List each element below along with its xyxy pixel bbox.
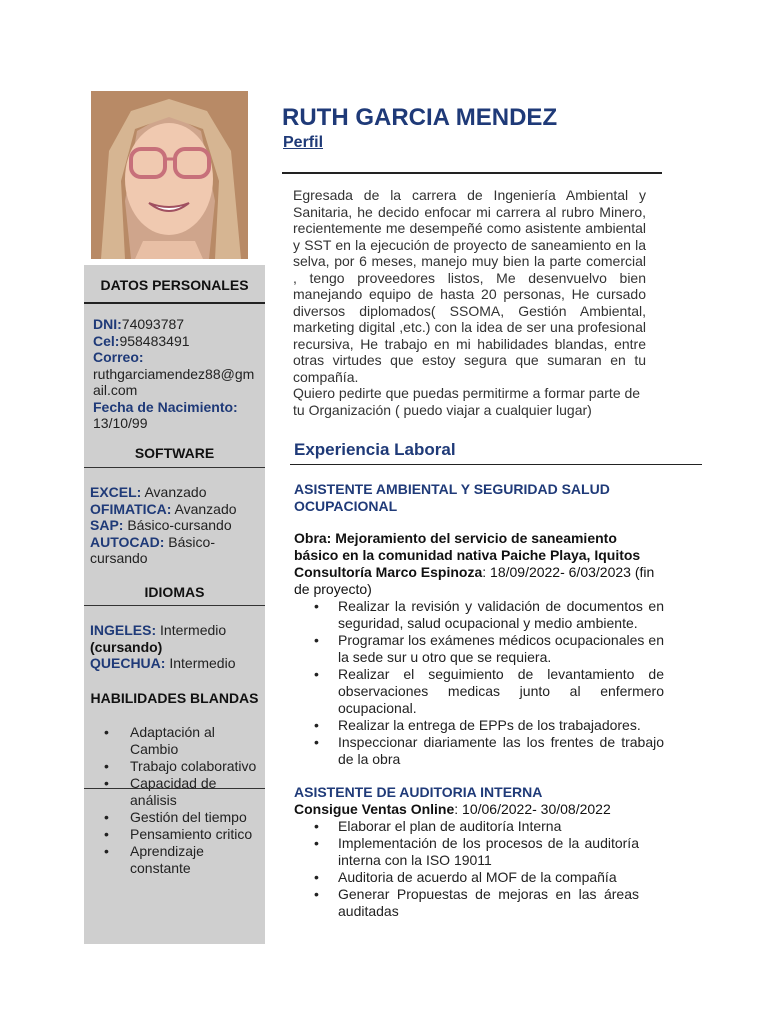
list-item: • Adaptación al Cambio: [104, 724, 262, 758]
job-title: ASISTENTE AMBIENTAL Y SEGURIDAD SALUD OCUPACIONAL: [294, 481, 610, 514]
cel-value: 958483491: [119, 332, 190, 349]
job-period: : 10/06/2022- 30/08/2022: [454, 801, 611, 817]
birth-label: Fecha de Nacimiento:: [93, 398, 238, 415]
languages-block: [90, 622, 258, 672]
list-item: • Auditoria de acuerdo al MOF de la compañía: [294, 869, 639, 886]
divider: [84, 605, 265, 606]
job-company-period: [294, 801, 664, 818]
software-title: SOFTWARE: [134, 445, 215, 461]
cel-label: Cel:: [93, 332, 120, 349]
english-note: (cursando): [90, 638, 163, 655]
soft-skills-list: [104, 724, 262, 877]
birth-value: 13/10/99: [93, 415, 148, 431]
list-item: • Generar Propuestas de mejoras en las áreas auditadas: [294, 886, 639, 920]
profile-photo: [91, 91, 248, 259]
list-item: • Capacidad de análisis: [104, 775, 262, 809]
divider: [290, 464, 702, 465]
dni-value: 74093787: [121, 316, 185, 332]
software-item: OFIMATICA: Avanzado: [90, 500, 237, 517]
list-item: • Implementación de los procesos de la auditoría interna con la ISO 19011: [294, 835, 639, 869]
soft-skills-title: HABILIDADES BLANDAS: [90, 690, 259, 706]
list-item: • Trabajo colaborativo: [104, 758, 262, 775]
languages-title: IDIOMAS: [144, 584, 205, 600]
job-title: ASISTENTE DE AUDITORIA INTERNA: [294, 784, 543, 800]
english-label: INGELES:: [90, 622, 157, 638]
software-item: SAP: Básico-cursando: [90, 517, 232, 533]
software-item: AUTOCAD: Básico-cursando: [90, 533, 215, 566]
list-item: • Realizar el seguimiento de levantamiento de observaciones medicas junto al enfermero ocupacional.: [294, 666, 664, 717]
dni-label: DNI:: [93, 316, 122, 332]
divider: [84, 302, 265, 304]
list-item: • Gestión del tiempo: [104, 809, 262, 826]
profile-paragraph: Quiero pedirte que puedas permitirme a formar parte de tu Organización ( puedo viajar a cualquier lugar): [293, 385, 641, 418]
job-project: Obra: Mejoramiento del servicio de saneamiento básico en la comunidad nativa Paiche Playa, Iquitos: [294, 530, 641, 563]
list-item: • Realizar la revisión y validación de documentos en seguridad, salud ocupacional y medio ambiente.: [294, 598, 664, 632]
personal-data-title: DATOS PERSONALES: [100, 277, 249, 293]
header-divider: [282, 172, 662, 174]
job-company: Consultoría Marco Espinoza: [294, 564, 483, 580]
job-period: : 18/09/2022- 6/03/2023 (fin de proyecto): [294, 564, 655, 597]
email-value: ruthgarciamendez88@gmail.com: [93, 365, 255, 398]
list-item: • Aprendizaje constante: [104, 843, 262, 877]
job-duties: [294, 818, 639, 920]
profile-summary: [293, 187, 646, 418]
list-item: • Pensamiento critico: [104, 826, 262, 843]
quechua-level: Intermedio: [165, 655, 236, 671]
list-item: • Realizar la entrega de EPPs de los trabajadores.: [294, 717, 664, 734]
software-block: [90, 484, 250, 567]
quechua-label: QUECHUA:: [90, 655, 166, 671]
job-duties: [294, 598, 664, 768]
job-company: Consigue Ventas Online: [294, 801, 455, 817]
divider: [84, 467, 265, 468]
job-entry: [294, 530, 664, 768]
profile-heading: Perfil: [283, 134, 324, 151]
list-item: • Programar los exámenes médicos ocupacionales en la sede sur u otro que se requiera.: [294, 632, 664, 666]
english-level: Intermedio: [156, 622, 227, 638]
job-company-period: [294, 564, 664, 598]
list-item: • Inspeccionar diariamente las los frentes de trabajo de la obra: [294, 734, 664, 768]
personal-data-block: [93, 316, 261, 432]
candidate-name: RUTH GARCIA MENDEZ: [282, 104, 558, 131]
email-label: Correo:: [93, 349, 144, 365]
profile-paragraph: Egresada de la carrera de Ingeniería Ambiental y Sanitaria, he decido enfocar mi carrera al rubro Minero, recientemente me desempeñé como asistente ambiental y SST en la ejecución de proyecto de saneamiento en la selva, por 6 meses, manejo muy bien la parte comercial , tengo proveedores listos, Me desenvuelvo bien manejando equipo de hasta 20 personas, He cursado diversos diplomados( SSOMA, Gestión Ambiental, marketing digital ,etc.) con la idea de ser una profesional recursiva, He trabajo en mi habilidades blandas, entre otras virtudes que estoy segura que sumaran en tu compañía.: [293, 187, 646, 385]
job-entry: [294, 801, 664, 920]
list-item: • Elaborar el plan de auditoría Interna: [294, 818, 639, 835]
divider: [84, 788, 265, 789]
experience-heading: Experiencia Laboral: [294, 440, 456, 459]
software-item: EXCEL: Avanzado: [90, 484, 207, 500]
